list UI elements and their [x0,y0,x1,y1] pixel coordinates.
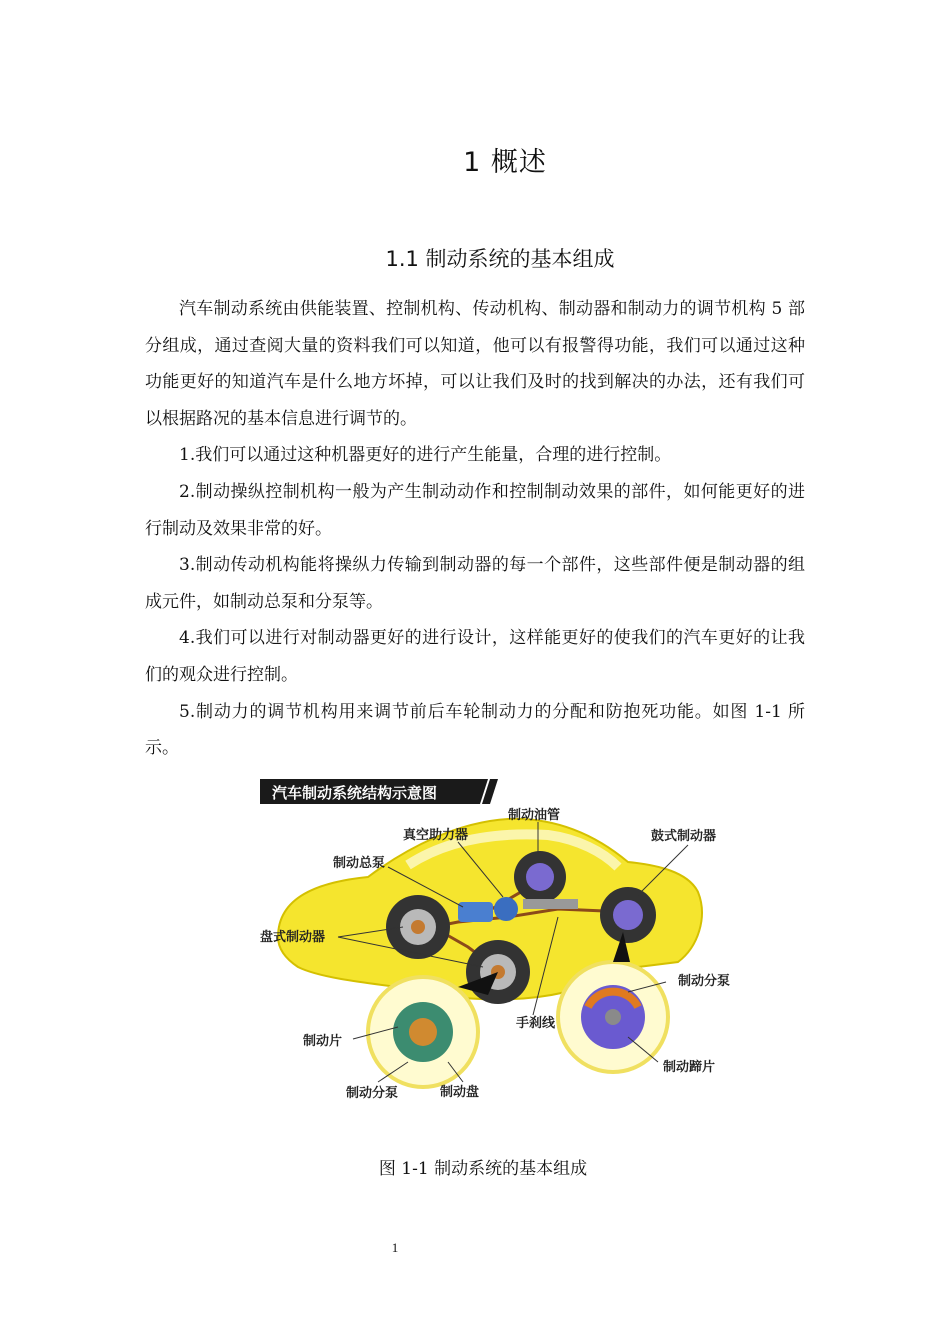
brake-system-figure [258,777,748,1107]
rear-left-wheel [514,851,566,903]
page-number: 1 [391,1240,399,1255]
figure-caption: 图 1-1 制动系统的基本组成 [378,1159,588,1179]
label-vacuum-booster: 真空助力器 [403,828,469,843]
label-brake-line: 制动油管 [508,808,561,823]
label-drum-brake: 鼓式制动器 [651,829,717,844]
vacuum-booster [494,897,518,921]
section-title: 1.1 制动系统的基本组成 [385,247,615,271]
label-brake-disc: 制动盘 [440,1085,480,1100]
figure-header: 汽车制动系统结构示意图 [272,784,438,802]
body-text [145,291,805,767]
label-wheel-cylinder-left: 制动分泵 [346,1086,399,1101]
label-brake-pad: 制动片 [303,1034,343,1049]
paragraph: 汽车制动系统由供能装置、控制机构、传动机构、制动器和制动力的调节机构 5 部分组成，通过查阅大量的资料我们可以知道，他可以有报警得功能，我们可以通过这种功能更好的知道汽车是什么地方坏掉，可以让我们及时的找到解决的办法，还有我们可以根据路况的基本信息进行调节的。 [145,299,805,429]
label-disc-brake: 盘式制动器 [260,930,326,945]
label-wheel-cylinder-right: 制动分泵 [678,974,731,989]
brake-system-diagram [258,777,748,1107]
paragraph: 2.制动操纵控制机构一般为产生制动动作和控制制动效果的部件，如何能更好的进行制动及效果非常的好。 [145,481,805,539]
rear-right-wheel [600,887,656,943]
label-master-cylinder: 制动总泵 [333,856,386,871]
paragraph: 5.制动力的调节机构用来调节前后车轮制动力的分配和防抱死功能。如图 1-1 所示。 [145,701,805,759]
chapter-title: 1 概述 [463,147,547,178]
label-brake-shoe: 制动蹄片 [663,1060,716,1075]
paragraph: 4.我们可以进行对制动器更好的进行设计，这样能更好的使我们的汽车更好的让我们的观众进行控制。 [145,628,805,685]
master-cylinder [458,902,493,922]
label-handbrake-cable: 手刹线 [516,1016,556,1031]
paragraph: 3.制动传动机构能将操纵力传输到制动器的每一个部件，这些部件便是制动器的组成元件，如制动总泵和分泵等。 [145,555,805,612]
paragraph: 1.我们可以通过这种机器更好的进行产生能量，合理的进行控制。 [179,445,672,466]
